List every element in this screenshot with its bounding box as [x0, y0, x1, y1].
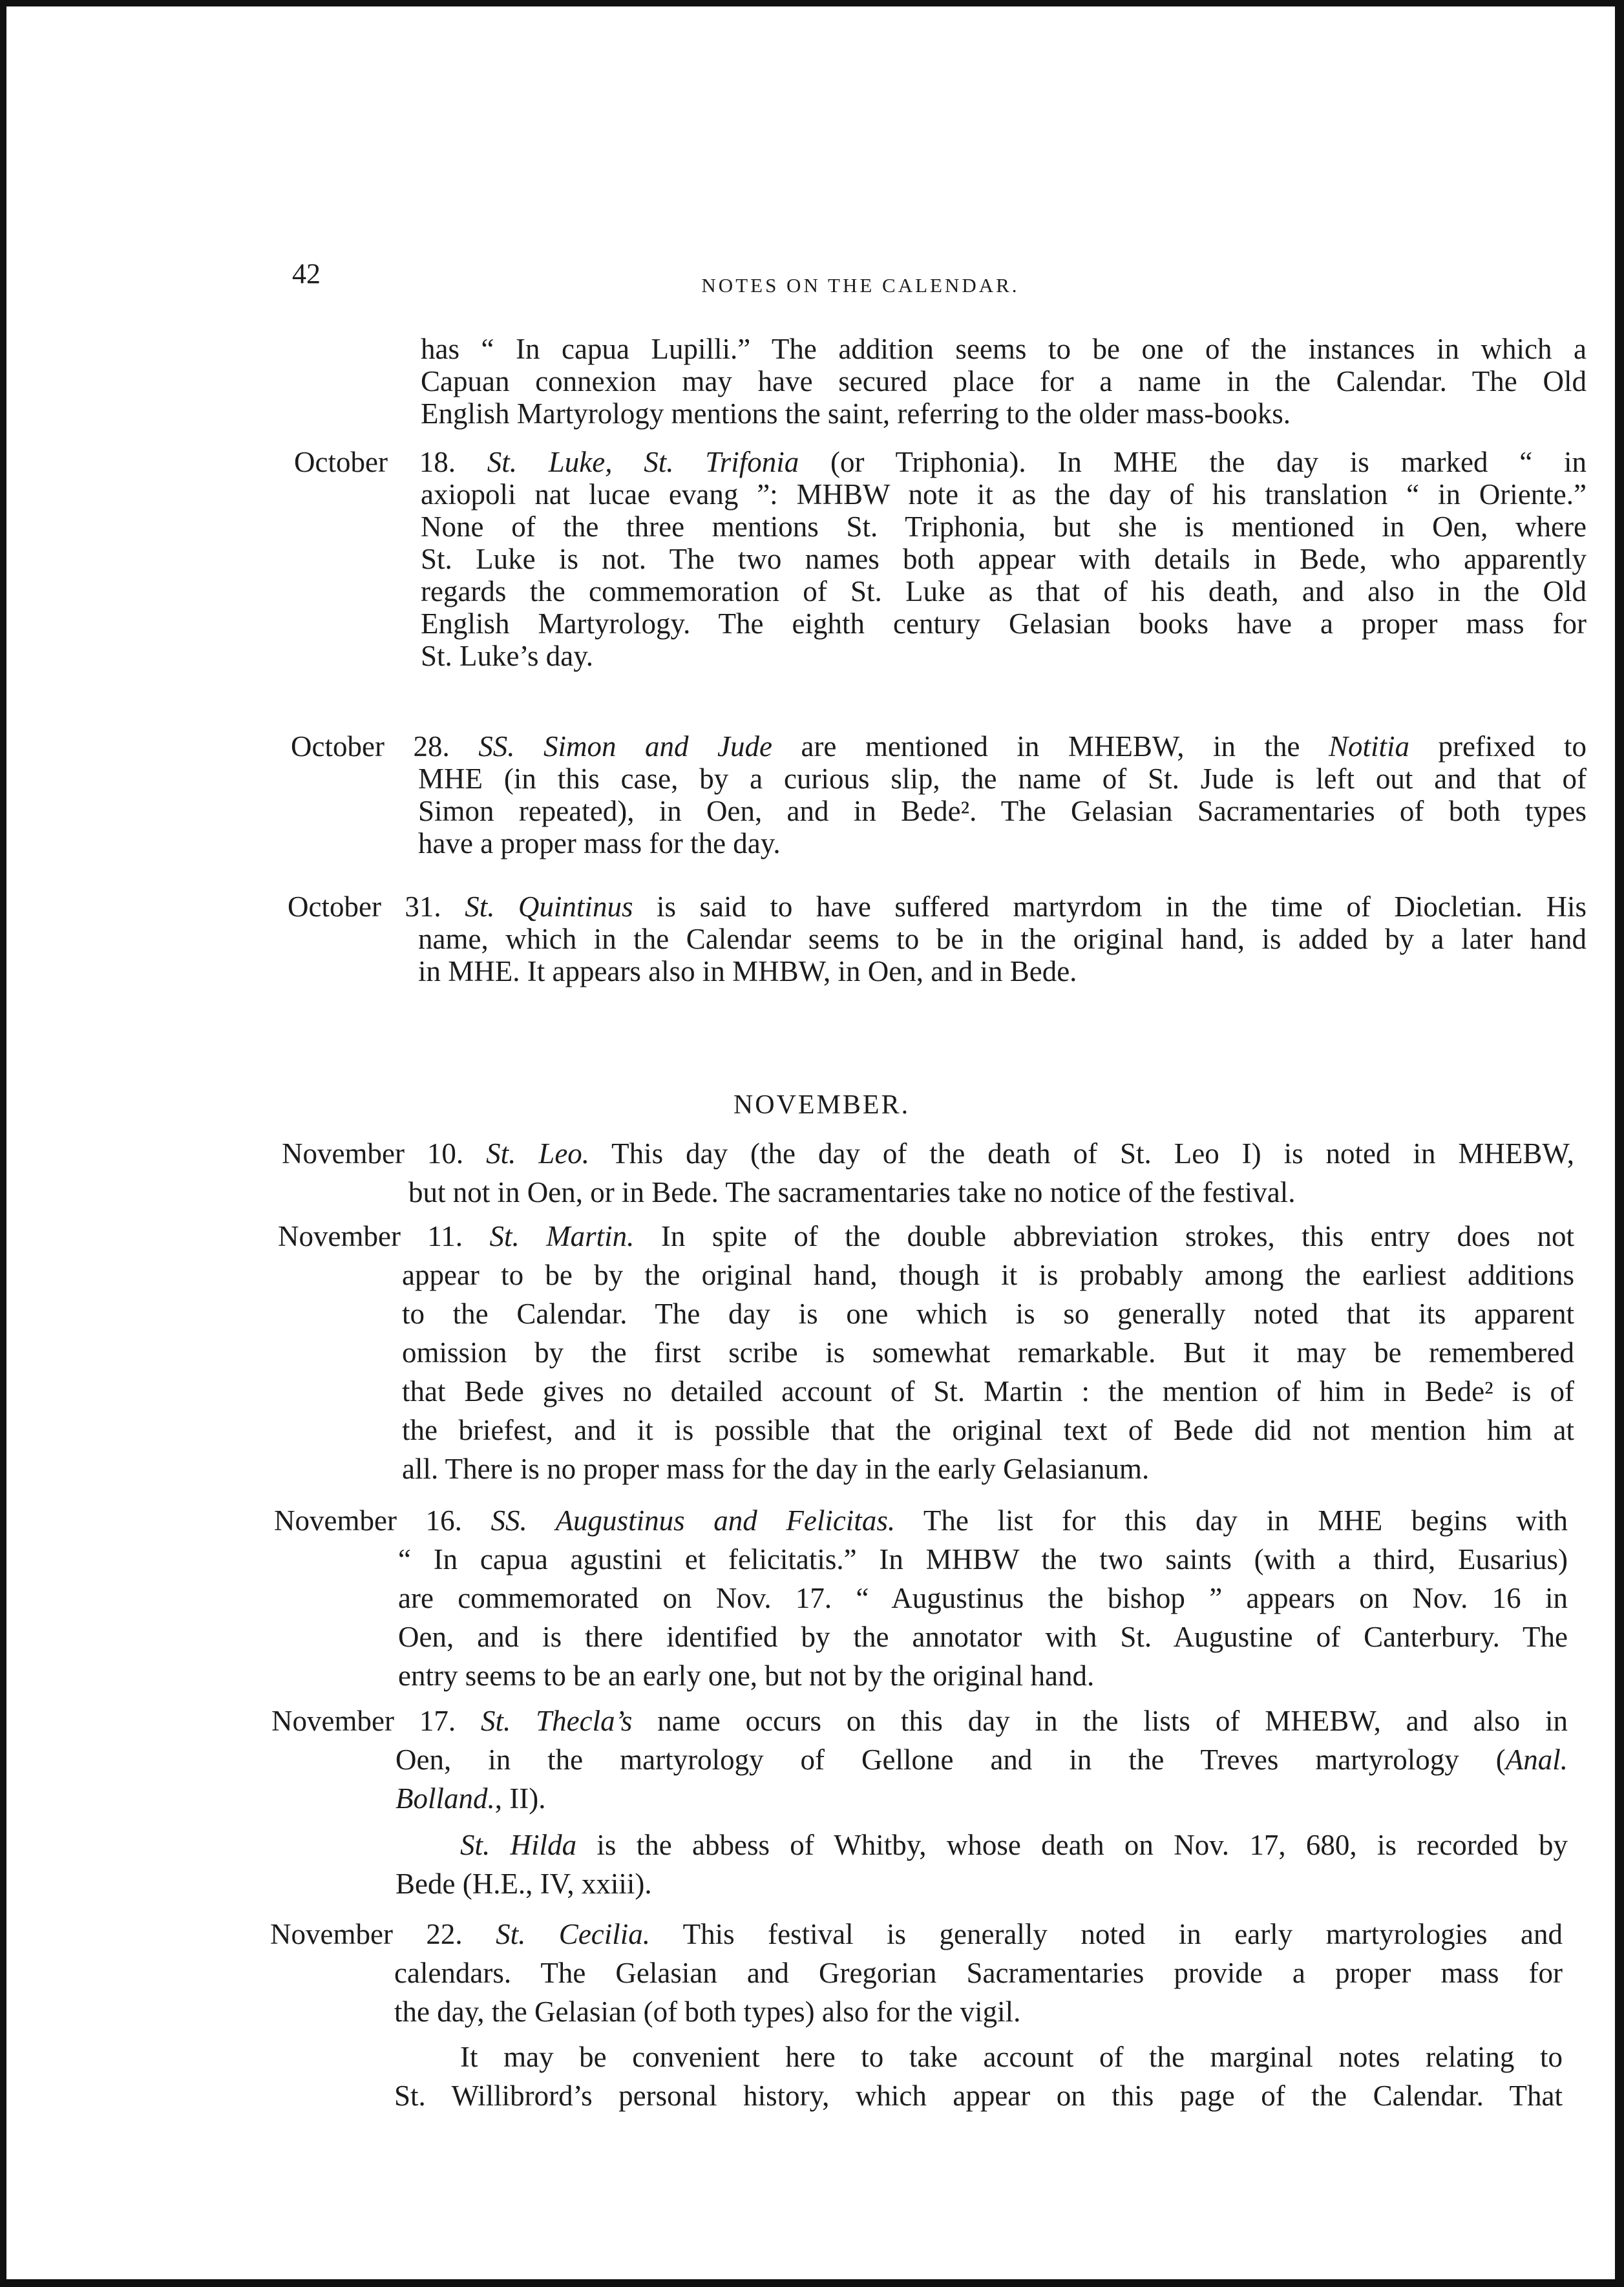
nov10-date: November 10. [282, 1137, 464, 1170]
nov22-rest: This festival is generally noted in early martyrologies and [650, 1918, 1563, 1950]
intro-line-3: English Martyrology mentions the saint, referring to the older mass-books. [421, 397, 1291, 430]
nov16-line-5: entry seems to be an early one, but not by the original hand. [398, 1660, 1095, 1692]
nov17-hilda-line-1 [460, 1829, 1568, 1861]
nov11-line-5: that Bede gives no detailed account of St. Martin : the mention of him in Bede² is of [402, 1375, 1574, 1407]
nov11-rest: In spite of the double abbreviation strokes, this entry does not [634, 1220, 1574, 1252]
oct28-line-3: Simon repeated), in Oen, and in Bede². The Gelasian Sacramentaries of both types [418, 795, 1587, 827]
oct18-saints: St. Luke, St. Trifonia [487, 446, 799, 478]
oct28-mid: are mentioned in MHEBW, in the [772, 730, 1329, 763]
oct18-line-6: English Martyrology. The eighth century Gelasian books have a proper mass for [421, 607, 1587, 640]
nov10-saints: St. Leo. [486, 1137, 590, 1170]
nov11-date: November 11. [278, 1220, 463, 1252]
nov17-date: November 17. [271, 1705, 456, 1737]
oct31-entry-first-line [288, 891, 1587, 923]
nov17-line-2-text: Oen, in the martyrology of Gellone and in the Treves martyrology ( [395, 1744, 1506, 1776]
oct18-line-7: St. Luke’s day. [421, 640, 594, 672]
intro-line-1: has “ In capua Lupilli.” The addition seems to be one of the instances in which a [421, 333, 1587, 365]
nov17-hilda-line-2: Bede (H.E., IV, xxiii). [395, 1868, 652, 1900]
nov16-line-3: are commemorated on Nov. 17. “ Augustinus the bishop ” appears on Nov. 16 in [398, 1582, 1568, 1614]
oct31-rest: is said to have suffered martyrdom in the time of Diocletian. His [633, 891, 1587, 923]
nov16-saints: SS. Augustinus and Felicitas. [490, 1504, 896, 1537]
nov17-anal: Anal. [1505, 1744, 1568, 1776]
running-head: NOTES ON THE CALENDAR. [701, 274, 1020, 297]
nov17-hilda-name: St. Hilda [460, 1829, 577, 1861]
nov22-para2-line-1: It may be convenient here to take account of the marginal notes relating to [460, 2041, 1563, 2073]
oct28-entry-first-line [291, 730, 1587, 763]
oct31-saints: St. Quintinus [465, 891, 633, 923]
nov17-hilda-rest: is the abbess of Whitby, whose death on Nov. 17, 680, is recorded by [576, 1829, 1568, 1861]
nov11-line-4: omission by the first scribe is somewhat remarkable. But it may be remembered [402, 1336, 1574, 1369]
nov16-date: November 16. [274, 1504, 462, 1537]
oct31-date: October 31. [288, 891, 441, 923]
nov10-entry-first-line [282, 1137, 1574, 1170]
oct28-notitia: Notitia [1329, 730, 1410, 763]
oct28-end: prefixed to [1409, 730, 1587, 763]
nov17-line-2 [395, 1744, 1568, 1776]
nov10-line-2: but not in Oen, or in Bede. The sacramentaries take no notice of the festival. [408, 1176, 1296, 1208]
oct18-entry-first-line [294, 446, 1587, 478]
oct18-line-2: axiopoli nat lucae evang ”: MHBW note it as the day of his translation “ in Oriente.” [421, 478, 1587, 511]
nov16-rest: The list for this day in MHE begins with [895, 1504, 1568, 1537]
nov11-line-3: to the Calendar. The day is one which is so generally noted that its apparent [402, 1298, 1574, 1330]
nov16-line-4: Oen, and is there identified by the annotator with St. Augustine of Canterbury. The [398, 1621, 1568, 1653]
nov11-line-6: the briefest, and it is possible that the original text of Bede did not mention him at [402, 1414, 1574, 1446]
nov17-bolland: Bolland. [395, 1782, 495, 1815]
nov17-entry-first-line [271, 1705, 1568, 1737]
oct28-line-4: have a proper mass for the day. [418, 827, 781, 859]
oct28-date: October 28. [291, 730, 450, 763]
nov11-saints: St. Martin. [489, 1220, 635, 1252]
nov11-line-7: all. There is no proper mass for the day in the early Gelasianum. [402, 1453, 1150, 1485]
nov22-date: November 22. [270, 1918, 463, 1950]
nov11-entry-first-line [278, 1220, 1574, 1252]
oct18-rest: (or Triphonia). In MHE the day is marked “ in [799, 446, 1587, 478]
nov22-saints: St. Cecilia. [496, 1918, 651, 1950]
nov22-line-2: calendars. The Gelasian and Gregorian Sacramentaries provide a proper mass for [394, 1957, 1563, 1989]
nov22-line-3: the day, the Gelasian (of both types) also for the vigil. [394, 1996, 1021, 2028]
section-heading-november: NOVEMBER. [733, 1090, 911, 1120]
nov17-saints: St. Thecla’s [481, 1705, 633, 1737]
nov17-rest: name occurs on this day in the lists of MHEBW, and also in [632, 1705, 1568, 1737]
oct18-line-4: St. Luke is not. The two names both appear with details in Bede, who apparently [421, 543, 1587, 575]
oct28-line-2: MHE (in this case, by a curious slip, the name of St. Jude is left out and that of [418, 763, 1587, 795]
nov17-line-3 [395, 1782, 1568, 1815]
oct28-saints: SS. Simon and Jude [478, 730, 772, 763]
nov16-entry-first-line [274, 1504, 1568, 1537]
nov16-line-2: “ In capua agustini et felicitatis.” In MHBW the two saints (with a third, Eusarius) [398, 1543, 1568, 1576]
oct18-date: October 18. [294, 446, 456, 478]
oct18-line-5: regards the commemoration of St. Luke as that of his death, and also in the Old [421, 575, 1587, 607]
nov17-line-3-rest: , II). [494, 1782, 546, 1815]
nov22-entry-first-line [270, 1918, 1563, 1950]
oct18-line-3: None of the three mentions St. Triphonia, but she is mentioned in Oen, where [421, 511, 1587, 543]
nov10-rest: This day (the day of the death of St. Leo I) is noted in MHEBW, [589, 1137, 1574, 1170]
nov22-para2-line-2: St. Willibrord’s personal history, which appear on this page of the Calendar. That [394, 2080, 1563, 2112]
nov11-line-2: appear to be by the original hand, though it is probably among the earliest additions [402, 1259, 1574, 1291]
page-number: 42 [292, 258, 321, 290]
oct31-line-2: name, which in the Calendar seems to be in the original hand, is added by a later hand [418, 923, 1587, 955]
intro-line-2: Capuan connexion may have secured place for a name in the Calendar. The Old [421, 365, 1587, 397]
oct31-line-3: in MHE. It appears also in MHBW, in Oen, and in Bede. [418, 955, 1077, 987]
